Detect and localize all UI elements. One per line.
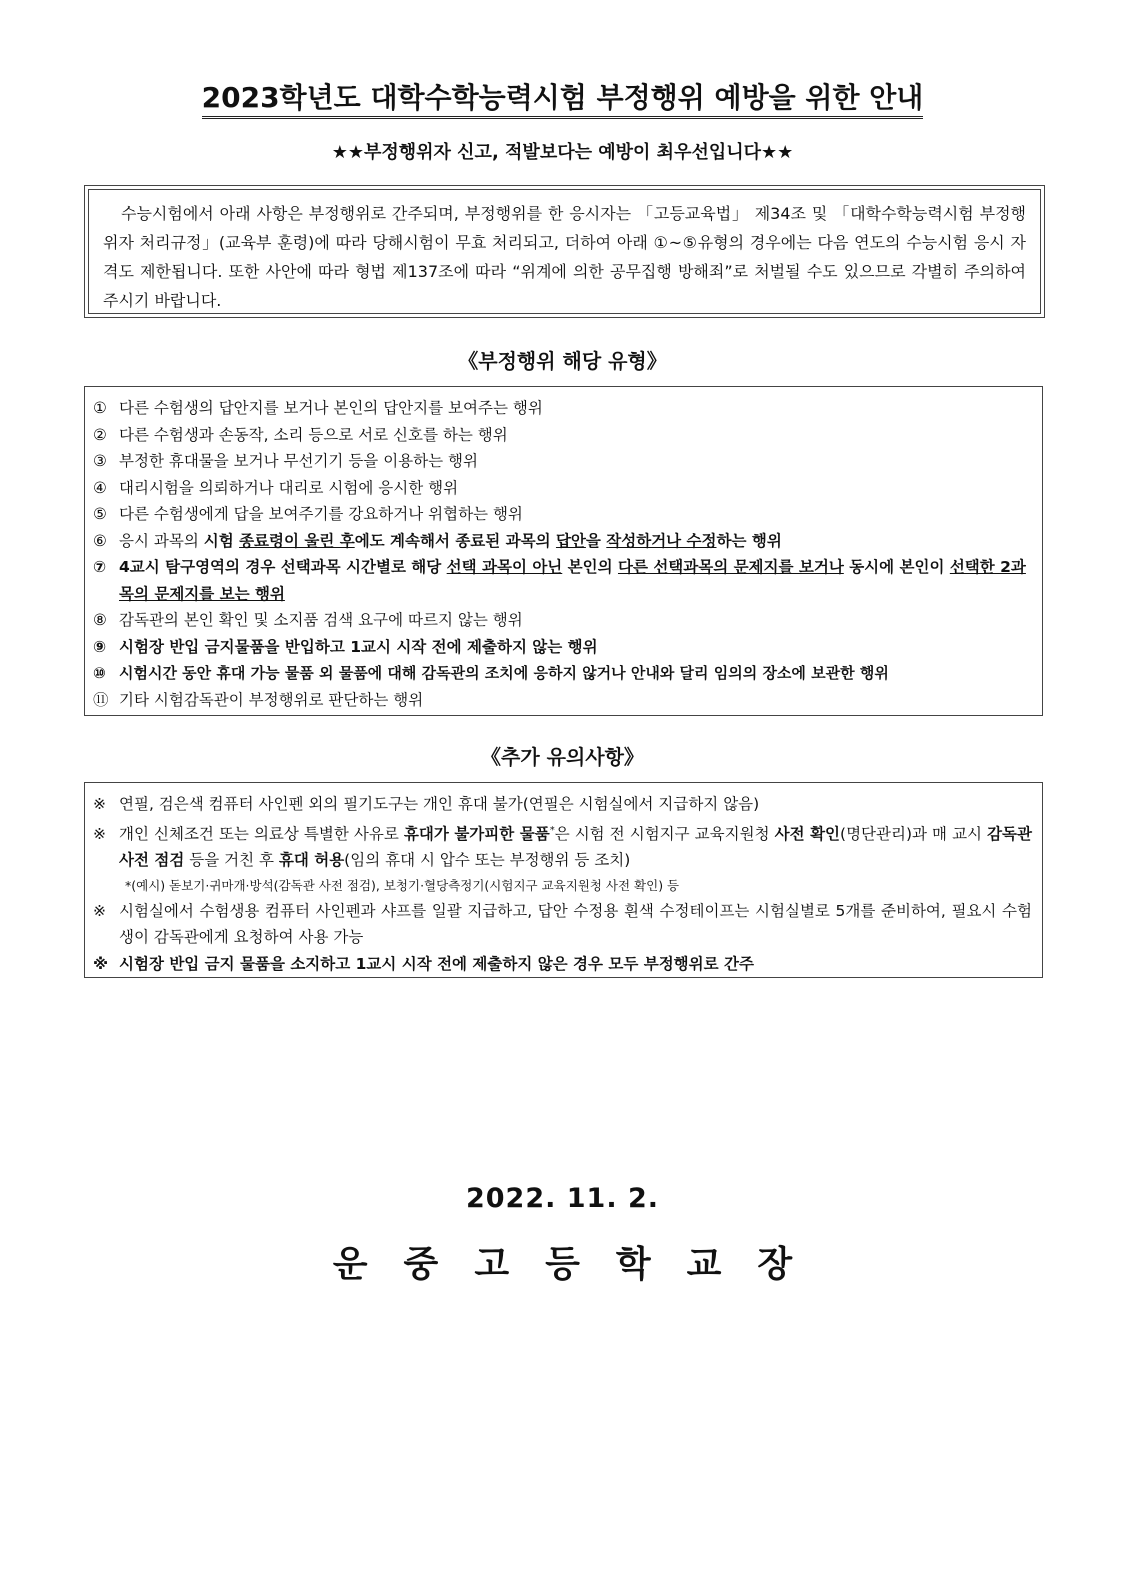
note-example: *(예시) 돋보기·귀마개·방석(감독관 사전 점검), 보청기·혈당측정기(시험지구 교육지원청 사전 확인) 등 bbox=[125, 877, 680, 893]
note-item: ※ 연필, 검은색 컴퓨터 사인펜 외의 필기도구는 개인 휴대 불가(연필은 시험실에서 지급하지 않음) bbox=[93, 795, 760, 813]
type-item: ⑦ 4교시 탐구영역의 경우 선택과목 시간별로 해당 선택 과목이 아닌 본인의 다른 선택과목의 문제지를 보거나 동시에 본인이 선택한 2과목의 문제지를 보는 행위 bbox=[93, 558, 1026, 603]
type-item: ③ 부정한 휴대물을 보거나 무선기기 등을 이용하는 행위 bbox=[93, 452, 478, 470]
type-item: ④ 대리시험을 의뢰하거나 대리로 시험에 응시한 행위 bbox=[93, 478, 459, 497]
intro-box bbox=[84, 185, 1045, 318]
page-title: 2023학년도 대학수학능력시험 부정행위 예방을 위한 안내 bbox=[0, 76, 1125, 116]
type-item: ⑪ 기타 시험감독관이 부정행위로 판단하는 행위 bbox=[93, 690, 424, 709]
type-item: ① 다른 수험생의 답안지를 보거나 본인의 답안지를 보여주는 행위 bbox=[93, 399, 543, 417]
type-item: ⑧ 감독관의 본인 확인 및 소지품 검색 요구에 따르지 않는 행위 bbox=[93, 611, 523, 629]
note-item: ※ 시험장 반입 금지 물품을 소지하고 1교시 시작 전에 제출하지 않은 경우 모두 부정행위로 간주 bbox=[93, 954, 754, 973]
type-item: ⑩ 시험시간 동안 휴대 가능 물품 외 물품에 대해 감독관의 조치에 응하지 않거나 안내와 달리 임의의 장소에 보관한 행위 bbox=[93, 664, 889, 682]
types-heading: 《부정행위 해당 유형》 bbox=[458, 349, 667, 373]
type-item: ⑨ 시험장 반입 금지물품을 반입하고 1교시 시작 전에 제출하지 않는 행위 bbox=[93, 637, 598, 656]
page-subtitle: ★★부정행위자 신고, 적발보다는 예방이 최우선입니다★★ bbox=[331, 142, 794, 163]
notes-box bbox=[84, 782, 1043, 978]
note-item: ※ 개인 신체조건 또는 의료상 특별한 사유로 휴대가 불가피한 물품*은 시험 전 시험지구 교육지원청 사전 확인(명단관리)과 매 교시 감독관 사전 점검 등을 거친 후 휴대 허용(임의 휴대 시 압수 또는 부정행위 등 조치) bbox=[93, 824, 1032, 870]
types-box bbox=[84, 386, 1043, 716]
issue-date: 2022. 11. 2. bbox=[465, 1183, 660, 1214]
notes-heading: 《추가 유의사항》 bbox=[481, 745, 644, 769]
note-item: ※ 시험실에서 수험생용 컴퓨터 사인펜과 샤프를 일괄 지급하고, 답안 수정용 흰색 수정테이프는 시험실별로 5개를 준비하여, 필요시 수험생이 감독관에게 요청하여 사용 가능 bbox=[93, 901, 1032, 947]
type-item: ⑤ 다른 수험생에게 답을 보여주기를 강요하거나 위협하는 행위 bbox=[93, 505, 523, 523]
intro-text: 수능시험에서 아래 사항은 부정행위로 간주되며, 부정행위를 한 응시자는 「고등교육법」 제34조 및 「대학수학능력시험 부정행위자 처리규정」(교육부 훈령)에 따라 당해시험이 무효 처리되고, 더하여 아래 ①~⑤유형의 경우에는 다음 연도의 수능시험 응시 자격도 제한됩니다. 또한 사안에 따라 형법 제137조에 따라 “위계에 의한 공무집행 방해죄”로 처벌될 수도 있으므로 각별히 주의하여 주시기 바랍니다. bbox=[88, 189, 1041, 314]
type-item: ⑥ 응시 과목의 시험 종료령이 울린 후에도 계속해서 종료된 과목의 답안을 작성하거나 수정하는 행위 bbox=[93, 531, 782, 550]
type-item: ② 다른 수험생과 손동작, 소리 등으로 서로 신호를 하는 행위 bbox=[93, 425, 508, 444]
signer-name: 운중고등학교장 bbox=[332, 1244, 829, 1285]
